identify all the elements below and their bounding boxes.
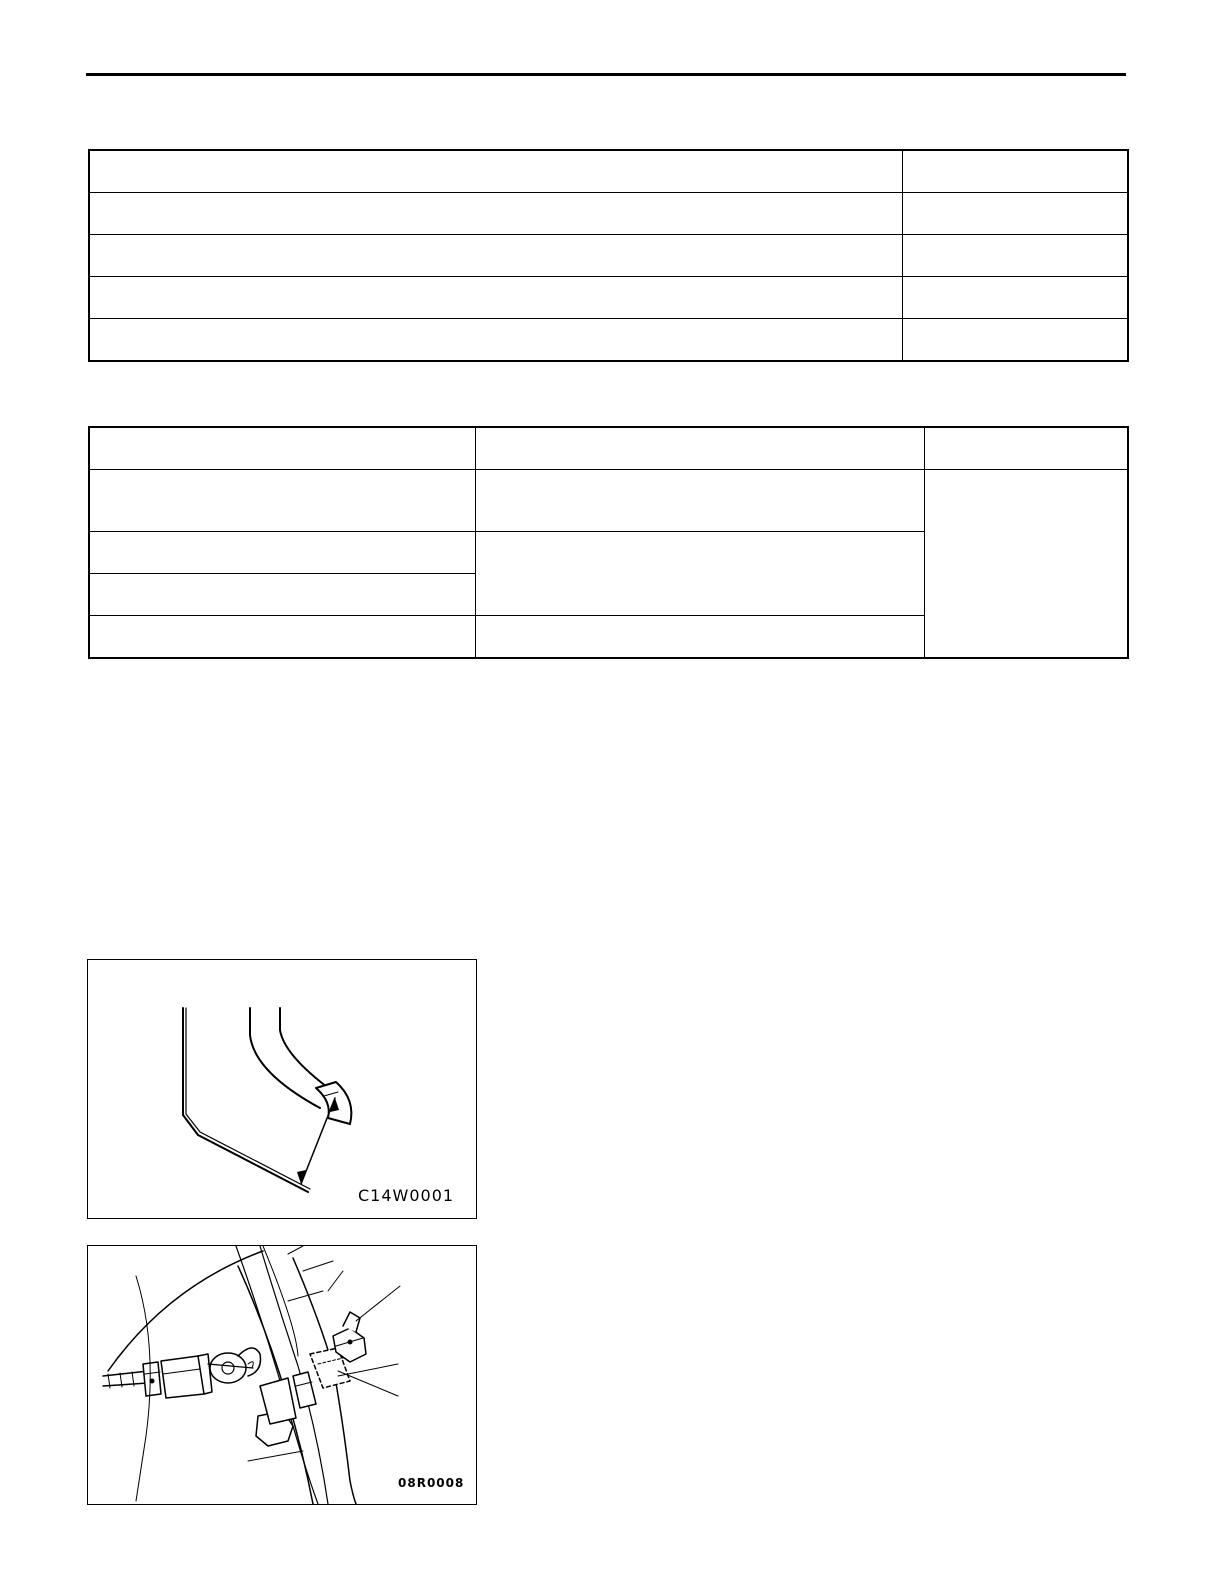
table-cell: [902, 319, 1128, 362]
figure-code: 08R0008: [398, 1476, 465, 1490]
figure-stop-lamp-switch: [87, 1245, 477, 1505]
table-row: [89, 150, 1128, 193]
table-row: [89, 193, 1128, 235]
table-cell: [475, 616, 924, 659]
table-row: [89, 319, 1128, 362]
table-row: [89, 277, 1128, 319]
table-row: [89, 235, 1128, 277]
table-cell: [89, 616, 475, 659]
brake-pedal-height-diagram-icon: [88, 960, 477, 1219]
table-cell: [924, 427, 1128, 470]
table-row: [89, 427, 1128, 470]
table-cell: [475, 427, 924, 470]
table-cell: [89, 427, 475, 470]
table-cell: [89, 470, 475, 532]
table-cell: [902, 150, 1128, 193]
table-row: [89, 470, 1128, 532]
table-cell: [924, 470, 1128, 659]
table-cell: [475, 532, 924, 616]
table-cell: [89, 193, 902, 235]
table-cell: [902, 235, 1128, 277]
table-cell: [89, 574, 475, 616]
table-cell: [902, 277, 1128, 319]
table-cell: [475, 470, 924, 532]
stop-lamp-switch-diagram-icon: [88, 1246, 477, 1505]
table-cell: [902, 193, 1128, 235]
table-cell: [89, 532, 475, 574]
figure-code: C14W0001: [358, 1186, 455, 1205]
table-cell: [89, 277, 902, 319]
table-cell: [89, 235, 902, 277]
spec-table-1: [88, 149, 1129, 362]
spec-table-2: [88, 426, 1129, 659]
header-rule: [86, 73, 1126, 76]
table-cell: [89, 319, 902, 362]
table-cell: [89, 150, 902, 193]
figure-pedal-height: [87, 959, 477, 1219]
